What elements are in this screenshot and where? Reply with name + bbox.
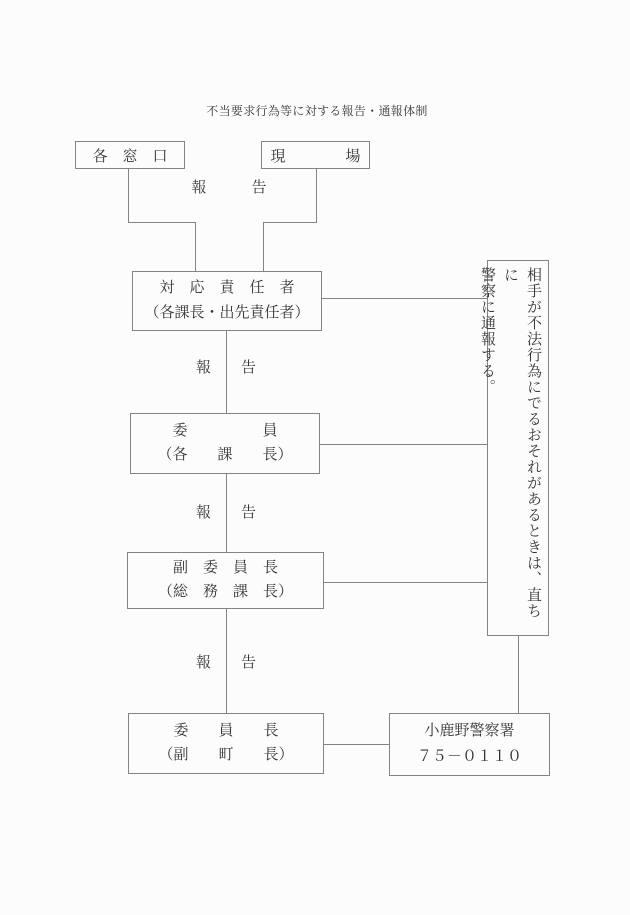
connector-vice-to-note — [324, 582, 487, 583]
chairman-subtitle: （副 町 長） — [158, 747, 294, 764]
report-label-top: 報 告 — [191, 180, 267, 196]
vice-chairman-subtitle: （総 務 課 長） — [157, 583, 293, 600]
box-police-station — [389, 713, 550, 776]
police-note-line-1: 相手が不法行為にでるおそれがあるときは、直ちに — [502, 267, 541, 619]
box-police-note — [479, 260, 549, 636]
connector-counter-into-response — [195, 222, 196, 271]
box-each-counter — [75, 141, 185, 169]
response-manager-title: 対 応 責 任 者 — [159, 280, 295, 297]
box-response-manager — [132, 271, 322, 331]
connector-response-to-note — [322, 298, 487, 299]
report-label-2: 報 告 — [195, 505, 256, 521]
connector-member-to-note — [320, 444, 487, 445]
box-vice-chairman — [127, 552, 324, 609]
committee-member-title: 委 員 — [172, 422, 278, 439]
connector-counter-across — [128, 222, 196, 223]
page-title: 不当要求行為等に対する報告・通報体制 — [206, 104, 428, 118]
police-note-line-2: 警察に通報する。 — [479, 267, 495, 395]
box-chairman — [128, 713, 324, 774]
response-manager-subtitle: （各課長・出先責任者） — [144, 304, 310, 321]
report-label-1: 報 告 — [195, 360, 256, 376]
chairman-title: 委 員 長 — [173, 722, 279, 739]
box-committee-member — [130, 413, 320, 474]
vice-chairman-title: 副 委 員 長 — [172, 560, 278, 577]
connector-site-across — [263, 222, 317, 223]
report-label-3: 報 告 — [195, 655, 256, 671]
police-station-phone: ７５－０１１０ — [416, 748, 522, 765]
connector-site-down — [316, 169, 317, 223]
connector-note-to-police — [518, 636, 519, 713]
each-counter-label: 各 窓 口 — [92, 148, 168, 165]
site-label: 現 場 — [270, 148, 361, 165]
box-site — [261, 141, 370, 169]
connector-site-into-response — [263, 222, 264, 271]
connector-chair-to-police — [324, 744, 389, 745]
committee-member-subtitle: （各 課 長） — [157, 447, 293, 464]
police-station-name: 小鹿野警察署 — [424, 723, 515, 740]
connector-counter-down — [128, 169, 129, 223]
